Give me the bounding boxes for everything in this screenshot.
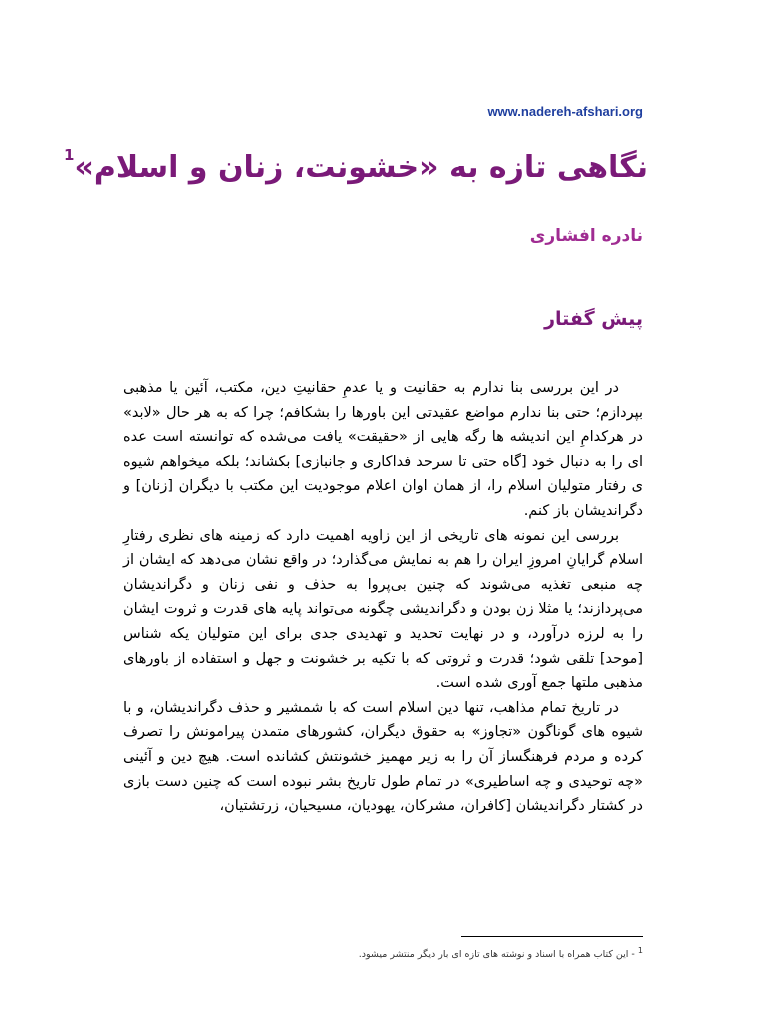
paragraph: بررسی این نمونه های تاریخی از این زاویه اهمیت دارد که زمینه های نظری رفتارِ اسلام گرایانِ امروزِ ایران را هم به نمایش می‌گذارد؛ در واقع نشان می‌دهد که ایشان از چه منبعی تغذیه می‌شوند که چنین بی‌پروا به حذف و نفی زنان و دگراندیشان می‌پردازند؛ یا مثلا زن بودن و دگراندیشی چگونه می‌تواند پایه های قدرت و ثروت ایشان را به لرزه درآورد، و در نهایت تحدید و تهدیدی جدی برای این متولیان یکه شناس [موحد] تلقی شود؛ قدرت و ثروتی که با تکیه بر خشونت و جهل و استفاده از باورهای مذهبی ملتها جمع آوری شده است. bbox=[123, 527, 643, 692]
site-url[interactable]: www.nadereh-afshari.org bbox=[487, 104, 643, 119]
footnote-text: - این کتاب همراه با اسناد و نوشته های تازه ای بار دیگر منتشر میشود. bbox=[358, 949, 635, 961]
document-title bbox=[64, 146, 648, 185]
footnote-mark: 1 bbox=[637, 946, 643, 955]
paragraph: در تاریخ تمام مذاهب، تنها دین اسلام است که با شمشیر و حذف دگراندیشان، و با شیوه های گوناگون «تجاوز» به حقوق دیگران، کشورهای متمدن پیرامونش را تصرف کرده و مردم فرهنگساز آن را به زیر مهمیز خشونتش کشانده است. هیچ دین و آئینی «چه توحیدی و چه اساطیری» در تمام طول تاریخ بشر نبوده است که چنین دست بازی در کشتار دگراندیشان [کافران، مشرکان، یهودیان، مسیحیان، زرتشتیان، bbox=[123, 699, 643, 815]
title-text: نگاهی تازه به «خشونت، زنان و اسلام» bbox=[74, 150, 648, 185]
title-footnote-mark[interactable]: 1 bbox=[64, 146, 75, 164]
author-name: نادره افشاری bbox=[529, 226, 643, 246]
footnote-divider bbox=[461, 936, 643, 937]
body-text bbox=[123, 376, 643, 819]
footnote bbox=[123, 946, 643, 960]
section-heading: پیش گفتار bbox=[544, 308, 643, 330]
paragraph: در این بررسی بنا ندارم به حقانیت و یا عدمِ حقانیتِ دین، مکتب، آئین یا مذهبی بپردازم؛ حتی بنا ندارم مواضع عقیدتی این باورها را بشکافم؛ چرا که به هر حال «لابد» در هرکدامِ این اندیشه ها رگه هایی از «حقیقت» یافت می‌شده که توانسته است عده ای را به دنبال خود [گاه حتی تا سرحد فداکاری و جانبازی] بکشاند؛ بلکه میخواهم شیوه ی رفتار متولیان اسلام را، از همان اوان اعلام موجودیت این مکتب با دیگران [زنان] و دگراندیشان باز کنم. bbox=[123, 380, 643, 519]
